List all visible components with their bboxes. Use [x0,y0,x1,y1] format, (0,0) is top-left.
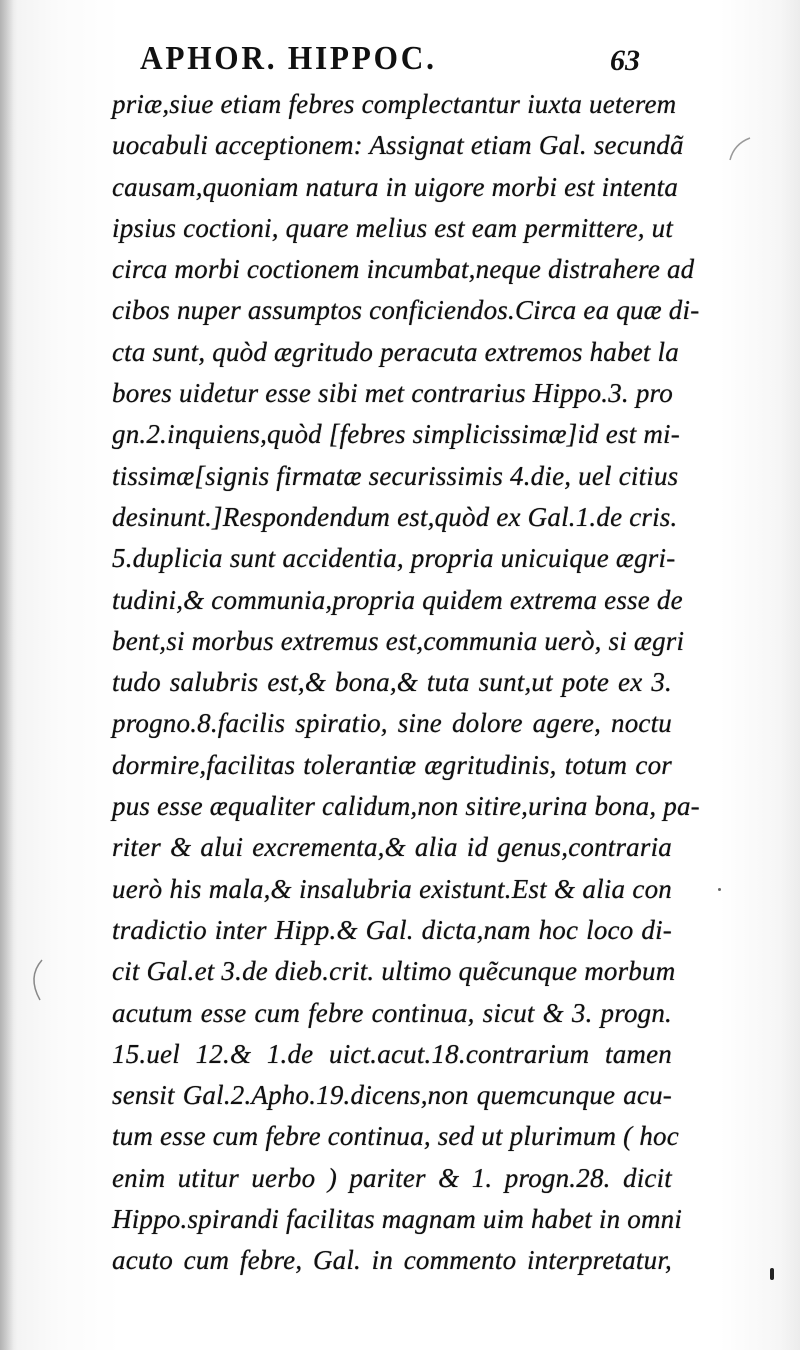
ink-speck [770,1268,774,1280]
text-line: ipsius coctioni, quare melius est eam permittere, ut [112,212,674,243]
text-line: tradictio inter Hipp.& Gal. dicta,nam hoc loco di- [112,914,672,945]
text-line: 15.uel 12.& 1.de uict.acut.18.contrarium tamen [112,1038,672,1069]
text-line: enim utitur uerbo ) pariter & 1. progn.28. dicit [112,1162,672,1193]
text-line: uerò his mala,& insalubria existunt.Est & alia con [112,873,672,904]
text-line: causam,quoniam natura in uigore morbi est intenta [112,171,679,202]
text-line: riter & alui excrementa,& alia id genus,contraria [112,832,672,863]
page-number: 63 [610,44,640,77]
ink-speck [718,888,721,891]
text-line: bores uidetur esse sibi met contrarius Hippo.3. pro [112,378,673,409]
text-line: tudo salubris est,& bona,& tuta sunt,ut pote ex 3. [112,667,672,698]
margin-pen-mark [720,130,760,170]
text-line: tissimæ[signis firmatæ securissimis 4.die, uel citius [112,460,679,491]
text-line: 5.duplicia sunt accidentia, propria unicuique ægri- [112,543,676,574]
page-gutter-shadow [0,0,14,1350]
text-line: uocabuli acceptionem: Assignat etiam Gal. secundã [112,130,684,161]
text-line: tum esse cum febre continua, sed ut plurimum ( hoc [112,1121,679,1152]
running-head: APHOR. HIPPOC. [140,40,437,77]
text-line: cibos nuper assumptos conficiendos.Circa ea quæ di- [112,295,700,326]
text-line: cit Gal.et 3.de dieb.crit. ultimo quẽcunque morbum [112,956,676,987]
text-line: sensit Gal.2.Apho.19.dicens,non quemcunque acu- [112,1080,672,1111]
text-line: cta sunt, quòd ægritudo peracuta extremos habet la [112,336,679,367]
text-line: Hippo.spirandi facilitas magnam uim habet in omni [112,1204,683,1235]
body-text [112,84,700,1282]
page-header [140,40,640,80]
text-line: dormire,facilitas tolerantiæ ægritudinis, totum cor [112,749,672,780]
text-line: desinunt.]Respondendum est,quòd ex Gal.1.de cris. [112,501,678,532]
text-line: acuto cum febre, Gal. in commento interpretatur, [112,1245,672,1276]
text-line: acutum esse cum febre continua, sicut & 3. progn. [112,997,672,1028]
margin-pen-mark [22,955,52,1005]
text-line: priæ,siue etiam febres complectantur iuxta ueterem [112,89,677,119]
text-line: bent,si morbus extremus est,communia uerò, si ægri [112,625,685,656]
text-line: pus esse æqualiter calidum,non sitire,urina bona, pa- [112,791,700,822]
text-line: circa morbi coctionem incumbat,neque distrahere ad [112,254,695,285]
text-line: progno.8.facilis spiratio, sine dolore agere, noctu [112,708,672,739]
text-line: gn.2.inquiens,quòd [febres simplicissimæ]id est mi- [112,419,680,450]
text-line: tudini,& communia,propria quidem extrema esse de [112,584,683,615]
